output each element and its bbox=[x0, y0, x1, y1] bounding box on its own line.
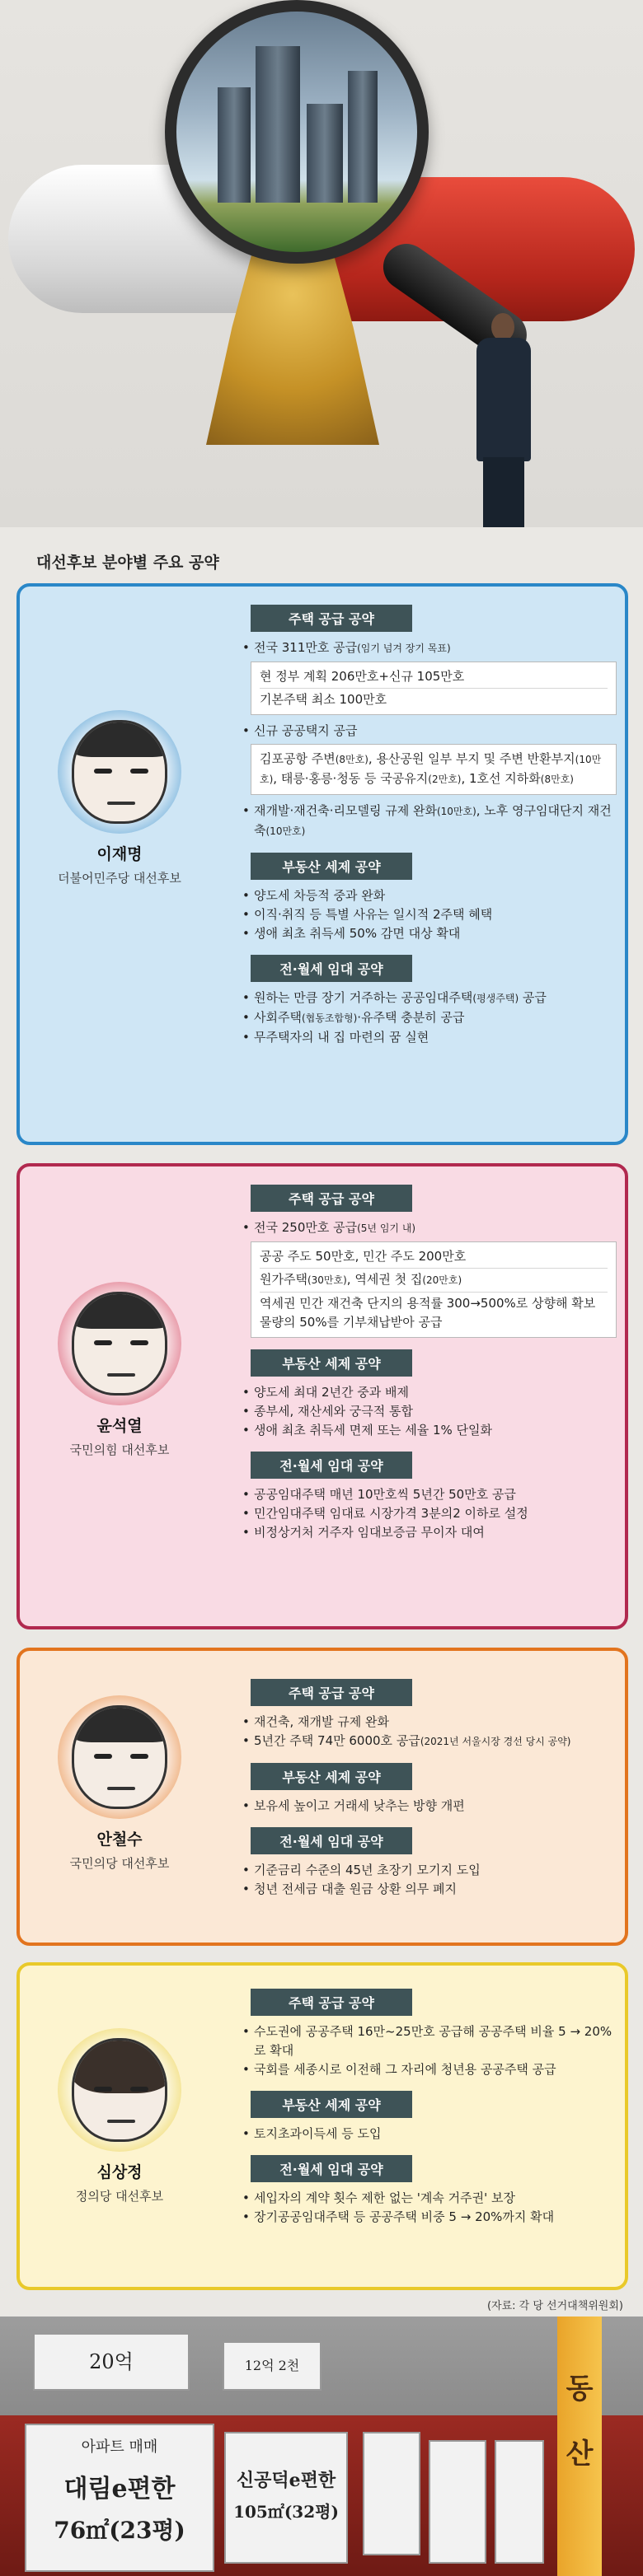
listing-card bbox=[363, 2432, 420, 2555]
tax-section-header: 부동산 세제 공약 bbox=[251, 1763, 412, 1790]
businessman-body bbox=[476, 338, 531, 461]
businessman-legs bbox=[483, 457, 524, 527]
tax-list bbox=[242, 886, 620, 943]
housing-list bbox=[242, 722, 620, 741]
housing-list bbox=[242, 2022, 620, 2079]
list-item: • 비정상거처 거주자 임대보증금 무이자 대여 bbox=[242, 1523, 620, 1542]
tax-section-header: 부동산 세제 공약 bbox=[251, 2091, 412, 2118]
list-item: • 생애 최초 취득세 면제 또는 세율 1% 단일화 bbox=[242, 1421, 620, 1440]
list-item: • 국회를 세종시로 이전해 그 자리에 청년용 공공주택 공급 bbox=[242, 2060, 620, 2079]
list-item: • 기준금리 수준의 45년 초장기 모기지 도입 bbox=[242, 1861, 620, 1880]
housing-list bbox=[242, 1713, 620, 1751]
caricature-face bbox=[72, 1705, 167, 1809]
real-estate-office-photo bbox=[0, 2317, 643, 2576]
housing-detail-box bbox=[251, 744, 617, 795]
list-item: • 5년간 주택 74만 6000호 공급(2021년 서울시장 경선 당시 공약) bbox=[242, 1732, 620, 1751]
list-item: • 원하는 만큼 장기 거주하는 공공임대주택(평생주택) 공급 bbox=[242, 989, 620, 1008]
source-note: (자료: 각 당 선거대책위원회) bbox=[486, 2300, 623, 2312]
avatar bbox=[58, 1282, 181, 1405]
avatar bbox=[58, 2028, 181, 2152]
list-item: • 세입자의 계약 횟수 제한 없는 '계속 거주권' 보장 bbox=[242, 2189, 620, 2208]
list-item: • 전국 250만호 공급(5년 임기 내) bbox=[242, 1218, 620, 1238]
avatar bbox=[58, 1695, 181, 1819]
rent-section-header: 전·월세 임대 공약 bbox=[251, 1452, 412, 1479]
candidate-portrait bbox=[33, 1282, 206, 1458]
candidate-name: 이재명 bbox=[96, 845, 143, 863]
detail-row: 기본주택 최소 100만호 bbox=[260, 692, 387, 707]
list-item: • 재건축, 재개발 규제 완화 bbox=[242, 1713, 620, 1732]
pledge-content bbox=[236, 605, 620, 1059]
candidate-portrait bbox=[33, 710, 206, 886]
tax-list bbox=[242, 1383, 620, 1440]
rent-section-header: 전·월세 임대 공약 bbox=[251, 2155, 412, 2182]
rent-list bbox=[242, 2189, 620, 2227]
rent-list bbox=[242, 989, 620, 1047]
hero-illustration bbox=[0, 0, 643, 527]
detail-row: 공공 주도 50만호, 민간 주도 200만호 bbox=[260, 1246, 608, 1269]
listing-card: 신공덕e편한 105㎡(32평) bbox=[224, 2432, 348, 2564]
building bbox=[218, 87, 251, 203]
detail-row: 원가주택(30만호), 역세권 첫 집(20만호) bbox=[260, 1269, 608, 1293]
pledge-content bbox=[236, 1185, 620, 1554]
listing-card: 20억 bbox=[33, 2333, 190, 2391]
listing-card: 아파트 매매 대림e편한 76㎡(23평) bbox=[25, 2424, 214, 2572]
listing-card: 12억 2천 bbox=[223, 2341, 322, 2391]
list-item: • 수도권에 공공주택 16만~25만호 공급해 공공주택 비율 5 → 20%로 확대 bbox=[242, 2022, 620, 2060]
candidate-portrait bbox=[33, 1695, 206, 1872]
housing-list bbox=[242, 1218, 620, 1238]
housing-list bbox=[242, 802, 620, 841]
detail-row: 김포공항 주변(8만호), 용산공원 일부 부지 및 주변 반환부지(10만호), 태릉·홍릉·청동 등 국공유지(2만호), 1호선 지하화(8만호) bbox=[260, 751, 602, 786]
candidate-portrait bbox=[33, 2028, 206, 2204]
tax-section-header: 부동산 세제 공약 bbox=[251, 1349, 412, 1377]
candidate-name: 심상정 bbox=[96, 2163, 143, 2181]
list-item: • 종부세, 재산세와 궁극적 통합 bbox=[242, 1402, 620, 1421]
pledge-content bbox=[236, 1989, 620, 2238]
rent-list bbox=[242, 1485, 620, 1542]
housing-detail-box bbox=[251, 1241, 617, 1338]
list-item: • 청년 전세금 대출 원금 상환 의무 폐지 bbox=[242, 1880, 620, 1899]
list-item: • 토지초과이득세 등 도입 bbox=[242, 2125, 620, 2144]
list-item: • 공공임대주택 매년 10만호씩 5년간 50만호 공급 bbox=[242, 1485, 620, 1504]
tax-list bbox=[242, 1797, 620, 1816]
candidate-card-ahn bbox=[16, 1648, 628, 1946]
pledge-content bbox=[236, 1679, 620, 1910]
tax-section-header: 부동산 세제 공약 bbox=[251, 853, 412, 880]
list-item: • 민간임대주택 임대료 시장가격 3분의2 이하로 설정 bbox=[242, 1504, 620, 1523]
candidate-party: 정의당 대선후보 bbox=[75, 2189, 164, 2204]
housing-section-header: 주택 공급 공약 bbox=[251, 1185, 412, 1212]
list-item: • 이직·취직 등 특별 사유는 일시적 2주택 혜택 bbox=[242, 905, 620, 924]
candidate-name: 안철수 bbox=[96, 1830, 143, 1849]
candidate-card-yoon bbox=[16, 1163, 628, 1629]
building bbox=[256, 46, 300, 203]
tax-list bbox=[242, 2125, 620, 2144]
housing-section-header: 주택 공급 공약 bbox=[251, 1679, 412, 1706]
rent-section-header: 전·월세 임대 공약 bbox=[251, 1827, 412, 1854]
rent-list bbox=[242, 1861, 620, 1899]
housing-detail-box bbox=[251, 662, 617, 715]
caricature-face bbox=[72, 1292, 167, 1396]
building bbox=[348, 71, 378, 203]
housing-section-header: 주택 공급 공약 bbox=[251, 1989, 412, 2016]
detail-row: 현 정부 계획 206만호+신규 105만호 bbox=[260, 666, 608, 689]
housing-list bbox=[242, 638, 620, 658]
list-item: • 생애 최초 취득세 50% 감면 대상 확대 bbox=[242, 924, 620, 943]
city-buildings-view bbox=[176, 12, 417, 252]
listing-card bbox=[429, 2440, 486, 2564]
list-item: • 무주택자의 내 집 마련의 꿈 실현 bbox=[242, 1028, 620, 1047]
candidate-card-sim bbox=[16, 1962, 628, 2290]
businessman-figure bbox=[491, 313, 514, 341]
list-item: • 재개발·재건축·리모델링 규제 완화(10만호), 노후 영구임대단지 재건축(10만호) bbox=[242, 802, 620, 841]
candidate-name: 윤석열 bbox=[96, 1417, 143, 1435]
section-title: 대선후보 분야별 주요 공약 bbox=[36, 554, 219, 572]
building bbox=[307, 104, 343, 203]
list-item: • 전국 311만호 공급(임기 넘겨 장기 목표) bbox=[242, 638, 620, 658]
listing-card bbox=[495, 2440, 544, 2564]
list-item: • 신규 공공택지 공급 bbox=[242, 722, 620, 741]
caricature-face bbox=[72, 720, 167, 824]
housing-section-header: 주택 공급 공약 bbox=[251, 605, 412, 632]
rent-section-header: 전·월세 임대 공약 bbox=[251, 955, 412, 982]
office-sign: 동 산 bbox=[557, 2317, 602, 2576]
list-item: • 사회주택(협동조합형)·유주택 충분히 공급 bbox=[242, 1008, 620, 1028]
candidate-party: 더불어민주당 대선후보 bbox=[58, 871, 181, 886]
avatar bbox=[58, 710, 181, 834]
detail-row: 역세권 민간 재건축 단지의 용적률 300→500%로 상향해 확보 물량의 50%를 기부채납받아 공급 bbox=[260, 1296, 596, 1330]
caricature-face bbox=[72, 2038, 167, 2142]
candidate-card-lee bbox=[16, 583, 628, 1145]
list-item: • 양도세 차등적 중과 완화 bbox=[242, 886, 620, 905]
list-item: • 장기공공임대주택 등 공공주택 비중 5 → 20%까지 확대 bbox=[242, 2208, 620, 2227]
magnifying-glass-icon bbox=[165, 0, 429, 264]
candidate-party: 국민의당 대선후보 bbox=[69, 1856, 170, 1871]
list-item: • 양도세 최대 2년간 중과 배제 bbox=[242, 1383, 620, 1402]
list-item: • 보유세 높이고 거래세 낮추는 방향 개편 bbox=[242, 1797, 620, 1816]
candidate-party: 국민의힘 대선후보 bbox=[69, 1442, 170, 1457]
